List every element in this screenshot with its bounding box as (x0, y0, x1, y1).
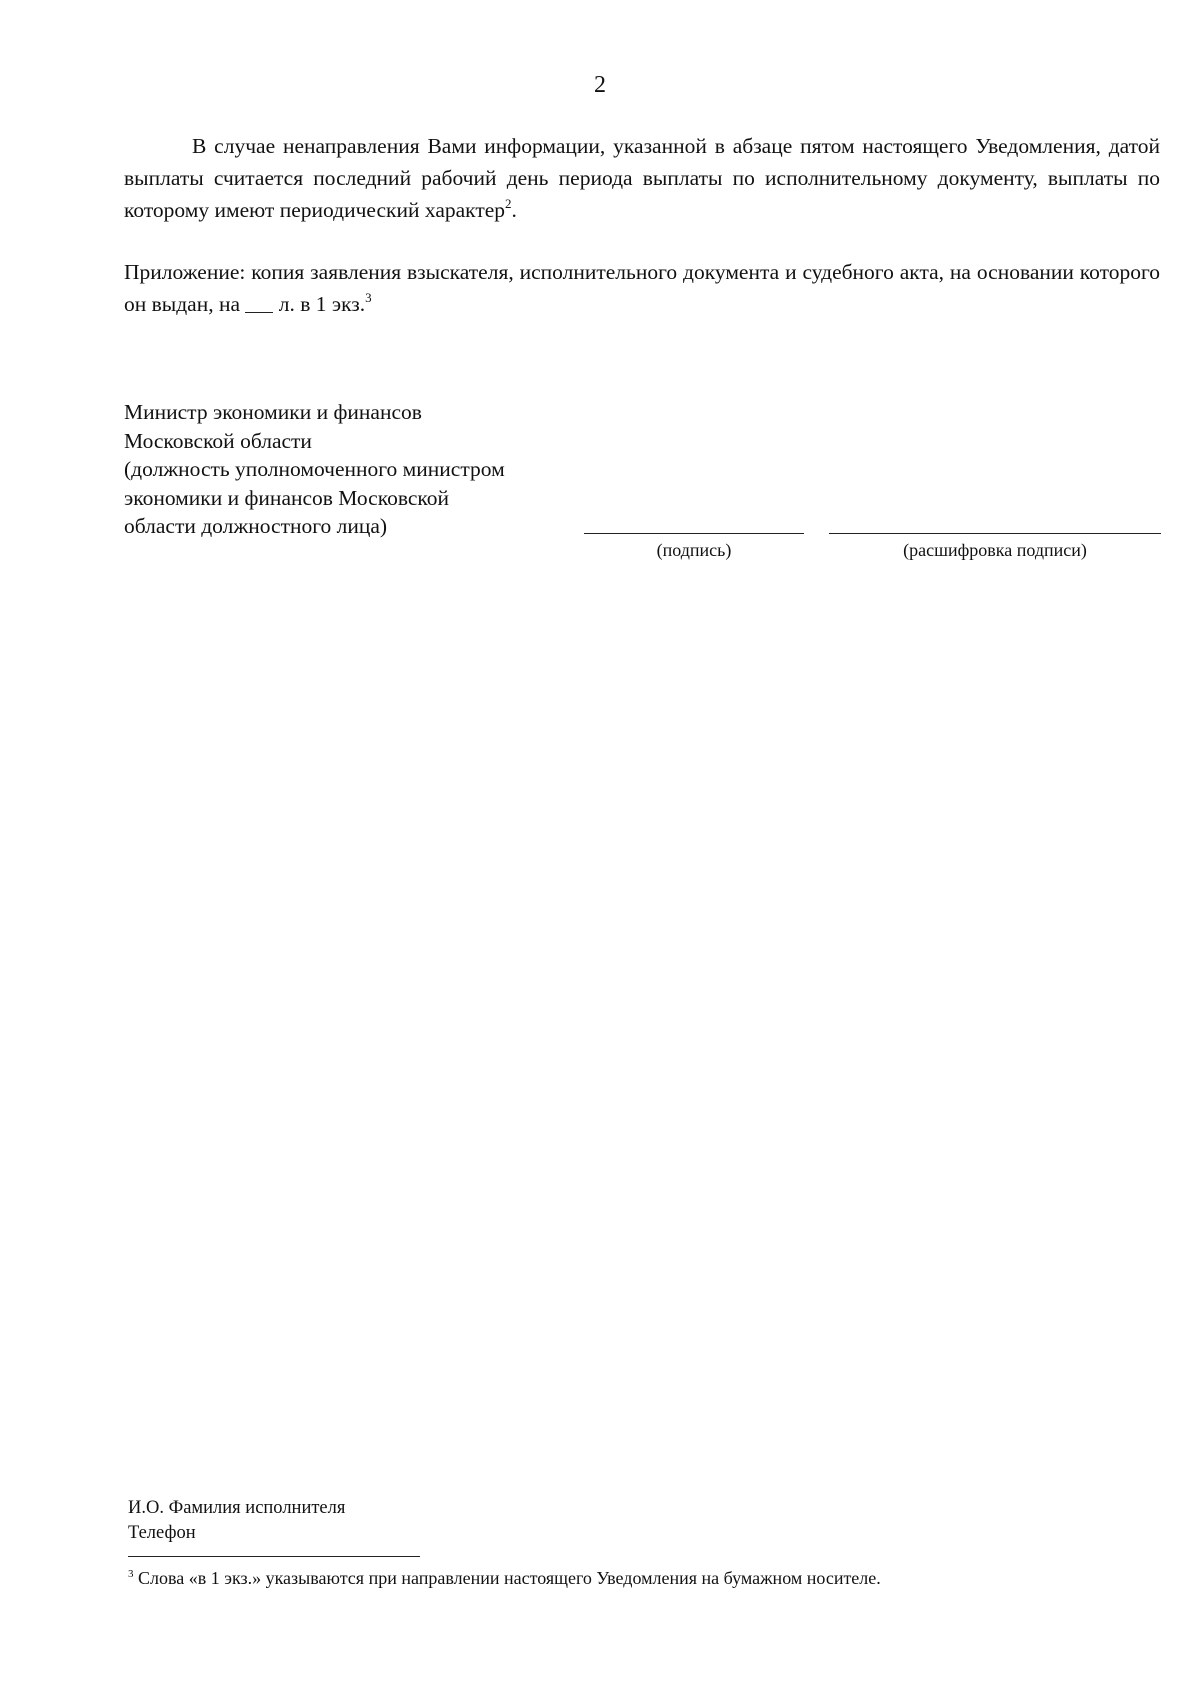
footnote-text: Слова «в 1 экз.» указываются при направлении настоящего Уведомления на бумажном носителе. (138, 1568, 881, 1588)
signature-line (584, 533, 804, 534)
footnote-3 (128, 1566, 1158, 1590)
attachment-paragraph (124, 256, 1160, 320)
signer-line: экономики и финансов Московской (124, 485, 449, 510)
signer-line: области должностного лица) (124, 514, 388, 538)
signature-decode-caption: (расшифровка подписи) (903, 540, 1087, 560)
attachment-text: Приложение: копия заявления взыскателя, исполнительного документа и судебного акта, на основании которого он выдан, на (124, 260, 1160, 316)
executor-phone: Телефон (128, 1523, 196, 1543)
footnote-separator (128, 1556, 420, 1557)
executor-name: И.О. Фамилия исполнителя (128, 1498, 346, 1518)
main-paragraph-text: В случае ненаправления Вами информации, указанной в абзаце пятом настоящего Уведомления, датой выплаты считается последний рабочий день периода выплаты по исполнительному документу, выплаты по которому имеют периодический характер (124, 134, 1160, 222)
page-count-blank (245, 292, 273, 313)
footnote-mark: 3 (128, 1568, 134, 1580)
footnote-ref-2[interactable]: 2 (505, 196, 512, 211)
page-number: 2 (594, 72, 606, 98)
signer-line: (должность уполномоченного министром (124, 457, 505, 481)
signature-caption: (подпись) (656, 540, 732, 560)
footnote-ref-3[interactable]: 3 (365, 290, 372, 305)
main-paragraph-end: . (511, 198, 517, 222)
signer-line: Министр экономики и финансов (124, 400, 422, 424)
signature-decode-line (829, 533, 1161, 534)
attachment-text-end: л. в 1 экз. (278, 292, 366, 316)
main-paragraph (124, 130, 1160, 226)
signer-line: Московской области (124, 428, 312, 453)
executor-block (128, 1496, 345, 1546)
signer-block (124, 398, 584, 541)
